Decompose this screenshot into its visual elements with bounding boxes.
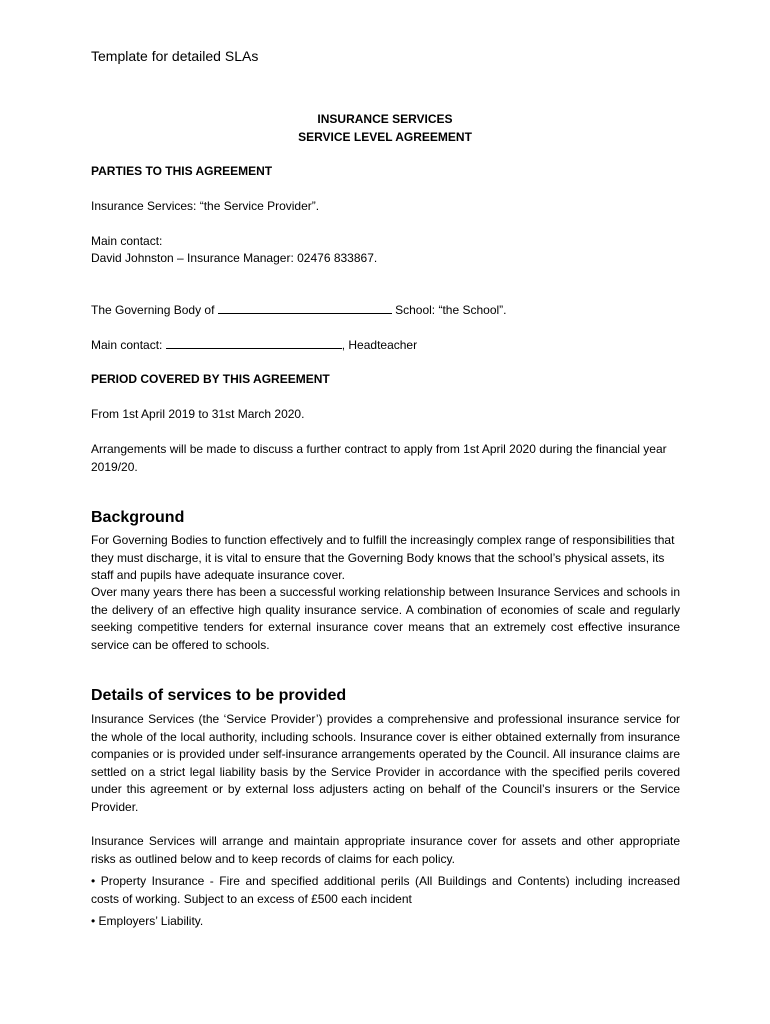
headteacher-line [91, 337, 680, 355]
details-para-1: Insurance Services (the ‘Service Provider’) provides a comprehensive and professional insurance service for the whole of the local authority, including schools. Insurance cover is either obtained externally from insurance companies or is provided under self-insurance arrangements operated by the Council. All insurance claims are settled on a strict legal liability basis by the Service Provider in accordance with the specified perils covered under this agreement or by external loss adjusters acting on behalf of the Council’s insurers or the Service Provider. [91, 712, 680, 814]
main-contact-prefix: Main contact: [91, 338, 163, 352]
bullet-employers-liability: • Employers’ Liability. [91, 914, 204, 928]
governing-prefix: The Governing Body of [91, 303, 215, 317]
governing-suffix: School: “the School”. [395, 303, 507, 317]
school-name-field[interactable] [218, 302, 392, 314]
period-dates: From 1st April 2019 to 31st March 2020. [91, 407, 305, 421]
background-heading: Background [91, 509, 185, 526]
template-label: Template for detailed SLAs [91, 48, 259, 64]
period-heading: PERIOD COVERED BY THIS AGREEMENT [91, 372, 330, 386]
period-arrangements: Arrangements will be made to discuss a further contract to apply from 1st April 2020 during the financial year 2019/20. [91, 442, 667, 474]
provider-line: Insurance Services: “the Service Provider”. [91, 199, 320, 213]
background-para-1: For Governing Bodies to function effectively and to fulfill the increasingly complex range of responsibilities that they must discharge, it is vital to ensure that the Governing Body knows that the school’s physical assets, its staff and pupils have adequate insurance cover. [91, 533, 675, 582]
parties-heading: PARTIES TO THIS AGREEMENT [91, 164, 273, 178]
contact-value: David Johnston – Insurance Manager: 02476 833867. [91, 251, 378, 265]
governing-body-line [91, 302, 680, 320]
title-line-1: INSURANCE SERVICES [317, 112, 453, 126]
background-para-2: Over many years there has been a successful working relationship between Insurance Services and schools in the delivery of an effective high quality insurance service. A combination of economies of scale and regularly seeking competitive tenders for external insurance cover means that an extremely cost effective insurance service can be offered to schools. [91, 585, 680, 652]
details-para-2: Insurance Services will arrange and maintain appropriate insurance cover for assets and other appropriate risks as outlined below and to keep records of claims for each policy. [91, 834, 680, 866]
title-line-2: SERVICE LEVEL AGREEMENT [298, 130, 472, 144]
main-contact-suffix: , Headteacher [341, 338, 418, 352]
contact-label: Main contact: [91, 234, 163, 248]
bullet-property-insurance: • Property Insurance - Fire and specified additional perils (All Buildings and Contents) including increased costs of working. Subject to an excess of £500 each incident [91, 874, 680, 906]
headteacher-name-field[interactable] [166, 337, 342, 349]
details-heading: Details of services to be provided [91, 687, 347, 704]
